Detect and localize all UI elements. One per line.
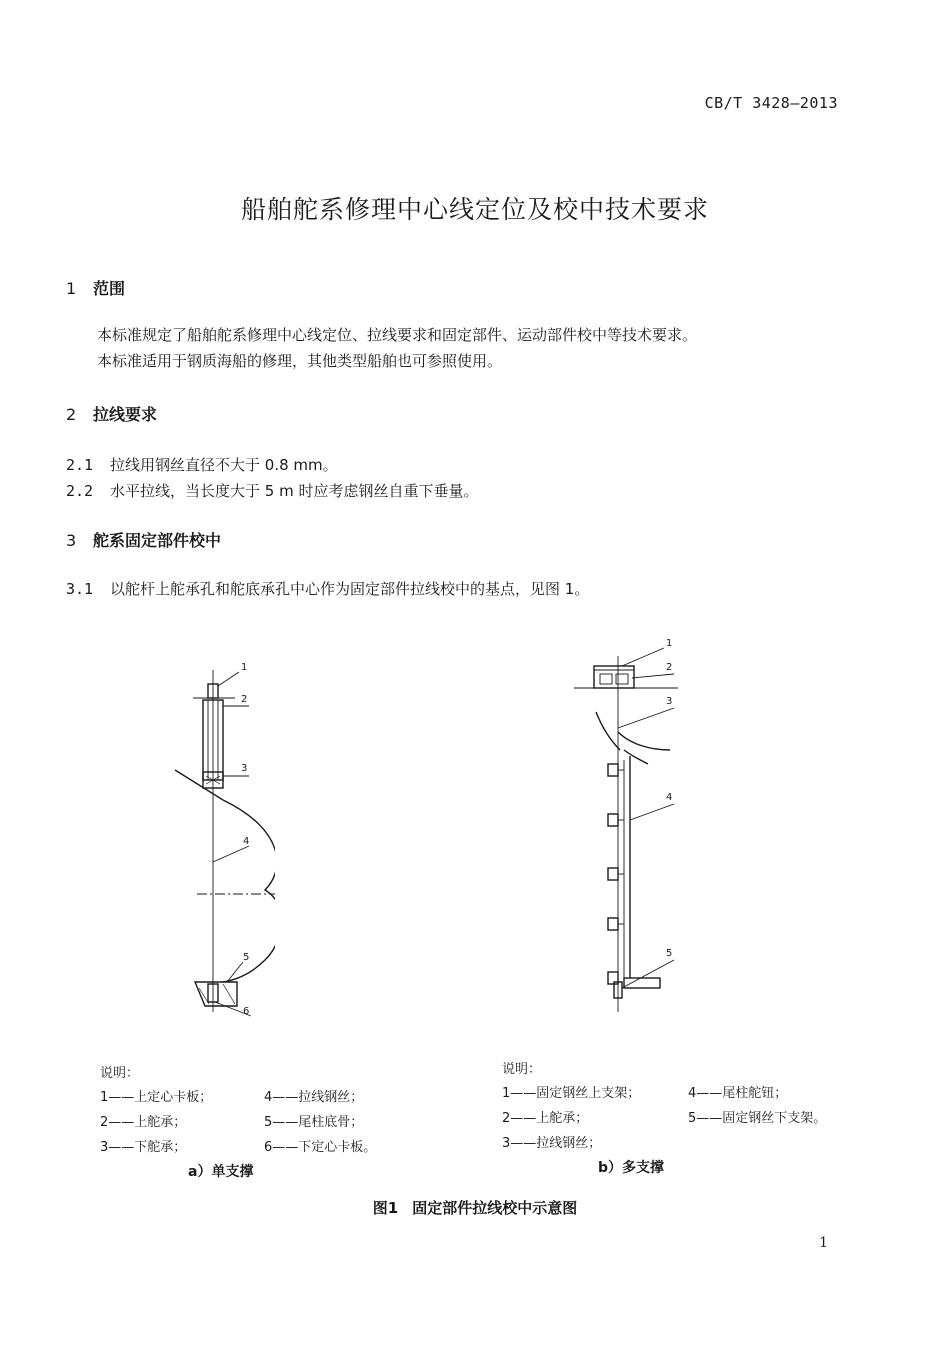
legend-title-b: 说明：: [502, 1062, 542, 1077]
section-heading-alignment: [66, 528, 221, 551]
section-number: 2: [66, 405, 77, 424]
document-title: 船舶舵系修理中心线定位及校中技术要求: [240, 195, 709, 224]
hull-curve: [618, 732, 670, 750]
diagram-multi-support: [570, 632, 690, 1022]
callout-3: 3: [666, 696, 673, 707]
section-heading-wire: [66, 402, 157, 425]
figure-caption-text: 固定部件拉线校中示意图: [412, 1199, 578, 1217]
clause-2-1: [66, 454, 338, 475]
legend-item: 5——固定钢丝下支架。: [688, 1111, 827, 1126]
callout-leader: [632, 674, 674, 678]
callout-3: 3: [241, 763, 248, 774]
clause-number: 2.2: [66, 482, 94, 500]
legend-item: 1——固定钢丝上支架；: [502, 1086, 641, 1101]
callout-4: 4: [243, 836, 250, 847]
scope-paragraph: 本标准适用于钢质海船的修理，其他类型船舶也可参照使用。: [97, 352, 503, 370]
gudgeon: [608, 764, 618, 776]
figure-caption: [0, 1197, 950, 1218]
callout-leader: [622, 648, 664, 666]
hull-curve: [596, 712, 620, 750]
section-heading-scope: [66, 276, 125, 299]
callout-leader: [630, 804, 674, 820]
gudgeon: [608, 868, 618, 880]
clause-text: 水平拉线，当长度大于 5 m 时应考虑钢丝自重下垂量。: [110, 482, 479, 500]
callout-5: 5: [666, 948, 673, 959]
legend-item: 4——尾柱舵钮；: [688, 1086, 788, 1101]
legend-item: 3——下舵承；: [100, 1140, 187, 1155]
clause-number: 3.1: [66, 580, 94, 598]
lower-wire-bracket: [624, 978, 660, 988]
legend-item: 4——拉线钢丝；: [264, 1090, 364, 1105]
legend-item: 1——上定心卡板；: [100, 1090, 213, 1105]
legend-item: 2——上舵承；: [100, 1115, 187, 1130]
section-title: 范围: [93, 279, 126, 298]
clause-text: 拉线用钢丝直径不大于 0.8 mm。: [110, 456, 338, 474]
figure-number: 图1: [372, 1199, 399, 1217]
section-number: 1: [66, 279, 77, 298]
page-number: 1: [819, 1235, 828, 1251]
legend-item: 6——下定心卡板。: [264, 1140, 377, 1155]
callout-leader: [218, 672, 239, 686]
diagram-single-support: [165, 650, 275, 1030]
callout-leader: [618, 708, 674, 728]
hatch: [223, 984, 235, 1004]
scope-paragraph: 本标准规定了船舶舵系修理中心线定位、拉线要求和固定部件、运动部件校中等技术要求。: [97, 326, 698, 344]
section-title: 拉线要求: [93, 405, 158, 424]
gudgeon: [608, 814, 618, 826]
legend-item: 3——拉线钢丝；: [502, 1136, 602, 1151]
upper-bearing-part: [600, 674, 612, 684]
callout-2: 2: [241, 694, 248, 705]
callout-1: 1: [666, 638, 673, 649]
clause-number: 2.1: [66, 456, 94, 474]
callout-leader: [213, 846, 249, 862]
callout-5: 5: [243, 952, 250, 963]
callout-6: 6: [243, 1006, 250, 1017]
section-number: 3: [66, 531, 77, 550]
legend-item: 5——尾柱底骨；: [264, 1115, 364, 1130]
clause-text: 以舵杆上舵承孔和舵底承孔中心作为固定部件拉线校中的基点，见图 1。: [110, 580, 590, 598]
callout-2: 2: [666, 662, 673, 673]
hull-line: [175, 770, 223, 800]
callout-1: 1: [241, 662, 248, 673]
standard-number: CB/T 3428—2013: [704, 94, 838, 112]
clause-3-1: [66, 578, 589, 599]
gudgeon: [608, 918, 618, 930]
clause-2-2: [66, 480, 478, 501]
callout-4: 4: [666, 792, 673, 803]
subfigure-caption-a: a）单支撑: [188, 1164, 254, 1180]
hull-curve: [624, 750, 648, 764]
legend-item: 2——上舵承；: [502, 1111, 589, 1126]
section-title: 舵系固定部件校中: [93, 531, 222, 550]
legend-title-a: 说明：: [100, 1066, 140, 1081]
subfigure-caption-b: b）多支撑: [598, 1160, 665, 1176]
